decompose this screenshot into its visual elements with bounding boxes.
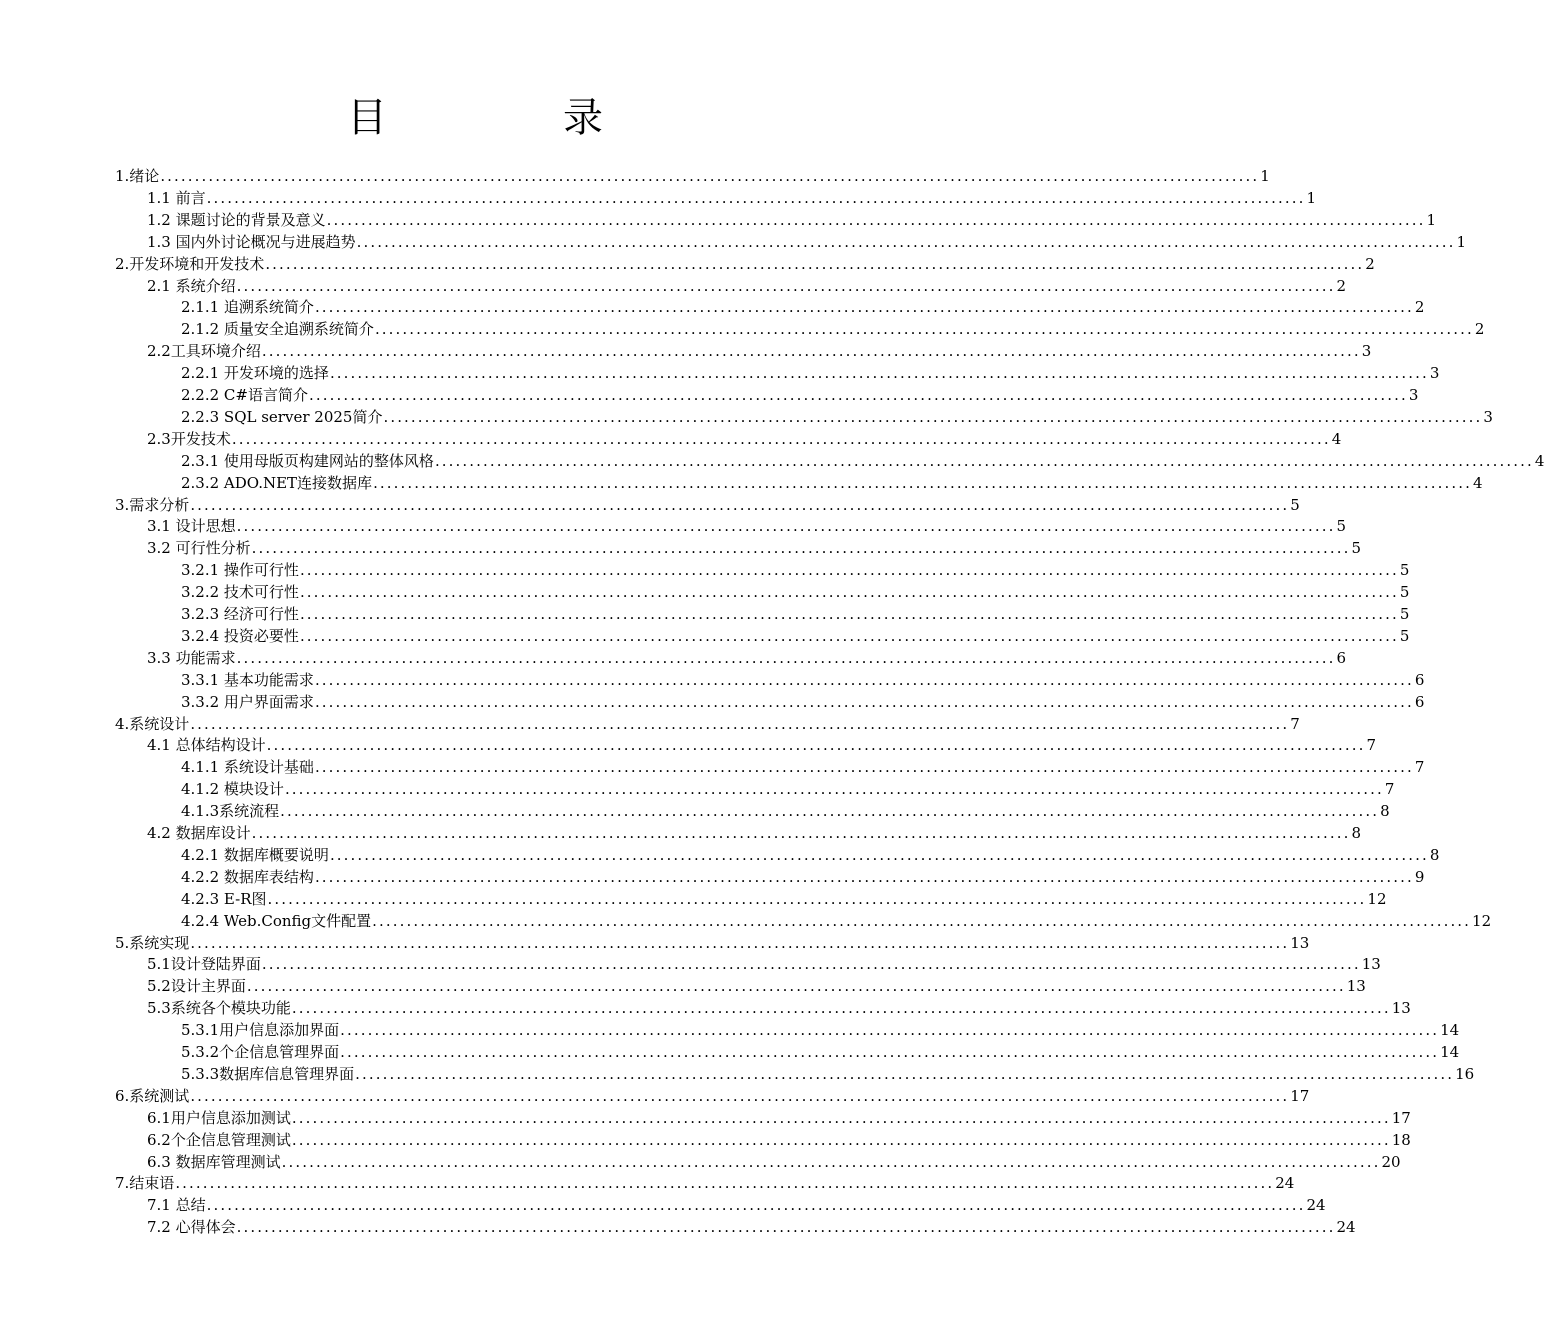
toc-entry-page-number: 5 [1399,605,1410,623]
toc-entry-label: 5.3系统各个模块功能 [147,999,291,1018]
toc-entry[interactable] [181,360,1440,383]
toc-entry-label: 6.3 数据库管理测试 [147,1152,281,1171]
toc-entry-label: 2.2.3 SQL server 2025简介 [181,407,383,426]
toc-entry[interactable] [181,1039,1460,1061]
toc-entry-page-number: 3 [1429,364,1440,383]
toc-entry-label: 4.2.2 数据库表结构 [181,867,314,886]
toc-entry[interactable] [147,1127,1411,1149]
toc-entry[interactable] [147,1214,1356,1237]
toc-entry-label: 1.2 课题讨论的背景及意义 [147,210,326,229]
toc-dot-leader: ................................................................................................................................................................ [314,867,1414,886]
toc-entry[interactable] [181,404,1493,426]
toc-entry[interactable] [181,754,1425,777]
toc-entry-label: 5.2设计主界面 [147,977,246,996]
toc-entry-page-number: 4 [1331,429,1342,448]
toc-entry[interactable] [181,1061,1475,1083]
toc-entry[interactable] [147,273,1347,295]
toc-entry-label: 3.3.2 用户界面需求 [181,692,314,711]
toc-dot-leader: ................................................................................................................................................................ [190,933,1290,952]
toc-entry-label: 6.系统测试 [115,1086,190,1105]
toc-entry[interactable] [181,623,1410,645]
toc-entry-label: 4.2.1 数据库概要说明 [181,845,329,864]
toc-entry-page-number: 5 [1399,561,1410,580]
toc-dot-leader: ................................................................................................................................................................ [251,539,1351,558]
toc-dot-leader: ................................................................................................................................................................ [340,1043,1440,1061]
toc-entry-label: 2.3开发技术 [147,429,231,448]
toc-entry[interactable] [147,995,1411,1018]
toc-entry-page-number: 8 [1429,845,1440,864]
toc-dot-leader: ................................................................................................................................................................ [261,342,1361,361]
toc-dot-leader: ................................................................................................................................................................ [291,1108,1391,1127]
toc-entry-page-number: 6 [1336,648,1347,667]
toc-entry-label: 2.2.1 开发环境的选择 [181,364,329,383]
toc-entry-label: 4.2 数据库设计 [147,824,251,842]
toc-dot-leader: ................................................................................................................................................................ [266,736,1366,755]
toc-dot-leader: ................................................................................................................................................................ [175,1174,1275,1193]
toc-dot-leader: ................................................................................................................................................................ [355,1064,1455,1083]
toc-dot-leader: ................................................................................................................................................................ [190,495,1290,514]
toc-entry-page-number: 5 [1399,583,1410,602]
toc-dot-leader: ................................................................................................................................................................ [261,955,1361,974]
toc-dot-leader: ................................................................................................................................................................ [236,1218,1336,1237]
toc-entry-label: 2.3.2 ADO.NET连接数据库 [181,473,373,492]
toc-entry[interactable] [181,382,1419,404]
toc-entry-label: 1.绪论 [115,167,160,185]
toc-entry[interactable] [181,470,1483,492]
toc-entry[interactable] [147,207,1437,229]
toc-entry-page-number: 24 [1275,1174,1295,1193]
toc-dot-leader: ................................................................................................................................................................ [314,670,1414,689]
toc-entry-page-number: 9 [1414,867,1425,886]
toc-dot-leader: ................................................................................................................................................................ [206,1196,1306,1215]
toc-dot-leader: ................................................................................................................................................................ [236,276,1336,295]
toc-entry-page-number: 6 [1414,670,1425,689]
toc-entry-page-number: 8 [1380,802,1390,821]
toc-entry-label: 3.2 可行性分析 [147,539,251,558]
toc-entry-page-number: 2 [1414,298,1425,317]
toc-dot-leader: ................................................................................................................................................................ [314,692,1414,711]
toc-entry-label: 3.2.3 经济可行性 [181,605,299,623]
toc-dot-leader: ................................................................................................................................................................ [267,889,1367,908]
toc-entry-label: 6.1用户信息添加测试 [147,1108,291,1127]
toc-dot-leader: ................................................................................................................................................................ [280,802,1380,821]
toc-entry[interactable] [147,185,1317,207]
toc-entry[interactable] [115,492,1300,514]
toc-dot-leader: ................................................................................................................................................................ [231,429,1331,448]
toc-dot-leader: ................................................................................................................................................................ [329,364,1429,383]
toc-entry[interactable] [181,776,1395,799]
toc-entry[interactable] [181,798,1390,821]
toc-entry[interactable] [147,951,1381,974]
toc-entry-page-number: 5 [1351,539,1362,558]
toc-entry[interactable] [147,732,1377,755]
toc-entry[interactable] [147,1149,1401,1171]
toc-entry-page-number: 13 [1391,999,1411,1018]
toc-entry-page-number: 2 [1474,320,1485,339]
toc-entry-page-number: 6 [1414,692,1425,711]
toc-entry-label: 5.系统实现 [115,933,190,952]
toc-entry[interactable] [181,1017,1460,1040]
toc-entry-page-number: 12 [1367,889,1387,908]
toc-entry-page-number: 7 [1384,780,1395,799]
toc-entry-label: 5.3.3数据库信息管理界面 [181,1064,355,1083]
toc-entry-page-number: 8 [1351,824,1362,842]
toc-entry-page-number: 7 [1414,758,1425,777]
toc-entry-page-number: 7 [1366,736,1377,755]
toc-entry-page-number: 13 [1361,955,1381,974]
toc-entry[interactable] [147,513,1347,536]
toc-entry[interactable] [181,448,1544,470]
toc-entry[interactable] [181,689,1425,711]
toc-entry[interactable] [181,557,1410,580]
toc-entry-label: 2.1.1 追溯系统简介 [181,298,314,317]
toc-dot-leader: ................................................................................................................................................................ [291,999,1391,1018]
toc-dot-leader: ................................................................................................................................................................ [206,188,1306,207]
toc-entry-page-number: 3 [1483,407,1493,426]
toc-entry-label: 4.1.2 模块设计 [181,780,284,799]
toc-entry[interactable] [147,820,1362,842]
toc-entry-label: 7.结束语 [115,1174,175,1193]
toc-entry-label: 2.2工具环境介绍 [147,342,261,361]
toc-entry-label: 4.1 总体结构设计 [147,736,266,755]
toc-dot-leader: ................................................................................................................................................................ [340,1021,1440,1040]
toc-entry-label: 3.需求分析 [115,495,190,514]
toc-dot-leader: ................................................................................................................................................................ [383,407,1483,426]
toc-entry[interactable] [115,163,1270,185]
toc-entry-label: 2.1.2 质量安全追溯系统简介 [181,320,374,339]
toc-entry-page-number: 1 [1306,188,1317,207]
toc-dot-leader: ................................................................................................................................................................ [284,780,1384,799]
toc-dot-leader: ................................................................................................................................................................ [373,473,1472,492]
toc-dot-leader: ................................................................................................................................................................ [251,824,1351,842]
toc-title: 目 录 [347,95,671,141]
toc-entry[interactable] [147,1105,1411,1127]
toc-entry-page-number: 5 [1336,517,1347,536]
toc-entry-page-number: 4 [1472,473,1483,492]
toc-dot-leader: ................................................................................................................................................................ [356,232,1456,251]
toc-entry[interactable] [181,864,1425,886]
toc-entry-page-number: 1 [1456,232,1467,251]
toc-entry-label: 2.1 系统介绍 [147,276,236,295]
toc-entry-page-number: 2 [1336,276,1347,295]
toc-entry-label: 1.3 国内外讨论概况与进展趋势 [147,232,356,251]
toc-entry[interactable] [147,535,1362,558]
toc-entry-page-number: 13 [1290,933,1310,952]
toc-entry-label: 4.1.3系统流程 [181,802,280,821]
toc-dot-leader: ................................................................................................................................................................ [236,517,1336,536]
toc-dot-leader: ................................................................................................................................................................ [299,605,1399,623]
toc-entry[interactable] [147,338,1372,361]
toc-entry-page-number: 3 [1408,386,1419,404]
toc-entry-label: 1.1 前言 [147,188,206,207]
toc-entry-page-number: 1 [1426,210,1437,229]
toc-dot-leader: ................................................................................................................................................................ [308,386,1408,404]
toc-entry[interactable] [181,667,1425,689]
toc-entry[interactable] [181,886,1387,908]
toc-entry[interactable] [147,229,1467,251]
toc-entry-page-number: 2 [1365,254,1375,273]
toc-entry[interactable] [181,908,1492,930]
toc-entry-label: 3.2.4 投资必要性 [181,626,299,645]
toc-dot-leader: ................................................................................................................................................................ [190,714,1290,733]
toc-entry-label: 2.2.2 C#语言简介 [181,386,308,404]
toc-entry[interactable] [115,930,1310,952]
toc-entry-label: 2.开发环境和开发技术 [115,254,265,273]
toc-entry-page-number: 20 [1381,1152,1401,1171]
toc-dot-leader: ................................................................................................................................................................ [374,320,1474,339]
toc-entry-label: 6.2个企信息管理测试 [147,1130,291,1149]
toc-dot-leader: ................................................................................................................................................................ [190,1086,1290,1105]
toc-entry-page-number: 1 [1260,167,1270,185]
toc-entry[interactable] [181,601,1410,623]
toc-entry-label: 2.3.1 使用母版页构建网站的整体风格 [181,451,434,470]
toc-entry[interactable] [115,251,1375,273]
toc-entry[interactable] [181,316,1485,339]
toc-entry[interactable] [181,579,1410,602]
toc-dot-leader: ................................................................................................................................................................ [246,977,1346,996]
toc-dot-leader: ................................................................................................................................................................ [326,210,1426,229]
toc-entry-page-number: 3 [1361,342,1372,361]
toc-entry-label: 4.1.1 系统设计基础 [181,758,314,777]
toc-entry-page-number: 5 [1399,626,1410,645]
toc-entry-label: 3.2.1 操作可行性 [181,561,299,580]
toc-entry-page-number: 24 [1306,1196,1326,1215]
toc-entry-label: 4.2.4 Web.Config文件配置 [181,911,372,930]
toc-entry[interactable] [115,1083,1310,1105]
toc-entry[interactable] [147,426,1342,448]
toc-dot-leader: ................................................................................................................................................................ [281,1152,1381,1171]
toc-entry-label: 4.系统设计 [115,714,190,733]
toc-dot-leader: ................................................................................................................................................................ [299,626,1399,645]
toc-dot-leader: ................................................................................................................................................................ [236,648,1336,667]
toc-entry-page-number: 16 [1455,1064,1475,1083]
toc-entry-page-number: 12 [1472,911,1492,930]
toc-dot-leader: ................................................................................................................................................................ [160,167,1260,185]
toc-entry-page-number: 4 [1534,451,1544,470]
toc-entry[interactable] [147,973,1366,996]
toc-dot-leader: ................................................................................................................................................................ [314,758,1414,777]
toc-entry-label: 3.3.1 基本功能需求 [181,670,314,689]
toc-dot-leader: ................................................................................................................................................................ [265,254,1365,273]
toc-entry[interactable] [181,842,1440,864]
toc-entry-label: 5.3.1用户信息添加界面 [181,1021,340,1040]
toc-dot-leader: ................................................................................................................................................................ [329,845,1429,864]
toc-dot-leader: ................................................................................................................................................................ [314,298,1414,317]
toc-entry-page-number: 17 [1290,1086,1310,1105]
toc-entry-page-number: 17 [1391,1108,1411,1127]
toc-entry-page-number: 7 [1290,714,1300,733]
toc-entry-label: 4.2.3 E-R图 [181,889,267,908]
toc-entry-label: 3.3 功能需求 [147,648,236,667]
toc-entry-label: 3.1 设计思想 [147,517,236,536]
toc-dot-leader: ................................................................................................................................................................ [291,1130,1391,1149]
toc-entry-page-number: 24 [1336,1218,1356,1237]
toc-entry-page-number: 18 [1391,1130,1411,1149]
toc-dot-leader: ................................................................................................................................................................ [434,451,1534,470]
toc-entry[interactable] [147,645,1347,667]
toc-entry-label: 5.3.2个企信息管理界面 [181,1043,340,1061]
toc-dot-leader: ................................................................................................................................................................ [299,561,1399,580]
toc-entry-page-number: 14 [1440,1021,1460,1040]
toc-entry-label: 5.1设计登陆界面 [147,955,261,974]
toc-entry[interactable] [147,1192,1326,1215]
toc-entry-page-number: 14 [1440,1043,1460,1061]
toc-dot-leader: ................................................................................................................................................................ [299,583,1399,602]
toc-entry-label: 3.2.2 技术可行性 [181,583,299,602]
toc-entry-page-number: 13 [1346,977,1366,996]
toc-entry-label: 7.2 心得体会 [147,1218,236,1237]
toc-entry[interactable] [115,1170,1295,1193]
toc-entry[interactable] [115,711,1300,733]
toc-entry[interactable] [181,294,1425,317]
toc-entry-page-number: 5 [1290,495,1300,514]
toc-entry-label: 7.1 总结 [147,1196,206,1215]
toc-dot-leader: ................................................................................................................................................................ [372,911,1472,930]
